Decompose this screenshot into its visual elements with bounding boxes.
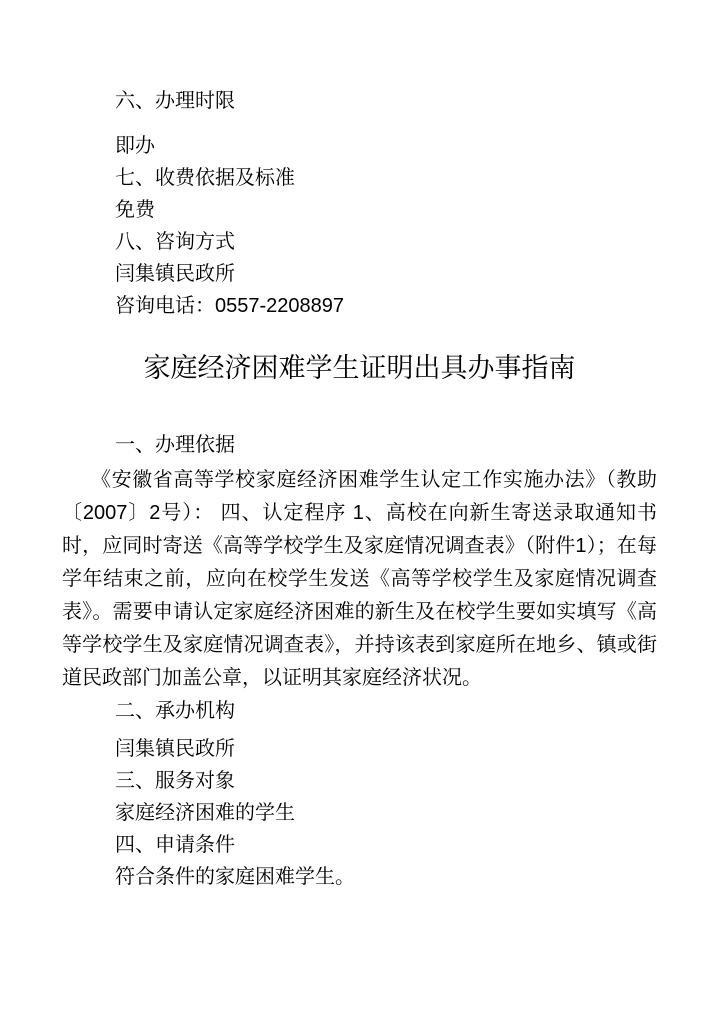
section-heading-3: 三、服务对象 [115, 770, 235, 792]
section-body-4: 符合条件的家庭困难学生。 [115, 866, 355, 888]
section-body-8-agency: 闫集镇民政所 [115, 263, 235, 285]
section-heading-4: 四、申请条件 [115, 834, 235, 856]
section-heading-7: 七、收费依据及标准 [115, 167, 295, 189]
section-body-3: 家庭经济困难的学生 [115, 802, 295, 824]
section-heading-1: 一、办理依据 [115, 434, 235, 456]
previous-guide-tail [62, 85, 657, 322]
section-body-6: 即办 [115, 135, 155, 157]
section-body-1-paragraph: 《安徽省高等学校家庭经济困难学生认定工作实施办法》（教助〔2007〕2号）： 四、认定程序 1、高校在向新生寄送录取通知书时，应同时寄送《高等学校学生及家庭情况调查表》（附件1）；在每学年结束之前，应向在校学生发送《高等学校学生及家庭情况调查表》。需要申请认定家庭经济困难的新生及在校学生要如实填写《高等学校学生及家庭情况调查表》，并持该表到家庭所在地乡、镇或街道民政部门加盖公章，以证明其家庭经济状况。 [62, 469, 657, 689]
section-heading-2: 二、承办机构 [115, 700, 235, 722]
section-body-2: 闫集镇民政所 [115, 738, 235, 760]
section-heading-6: 六、办理时限 [115, 90, 235, 112]
section-body-8-phone: 咨询电话：0557-2208897 [115, 295, 345, 317]
section-heading-8: 八、咨询方式 [115, 231, 235, 253]
section-body-7: 免费 [115, 199, 155, 221]
document-title: 家庭经济困难学生证明出具办事指南 [143, 353, 576, 383]
